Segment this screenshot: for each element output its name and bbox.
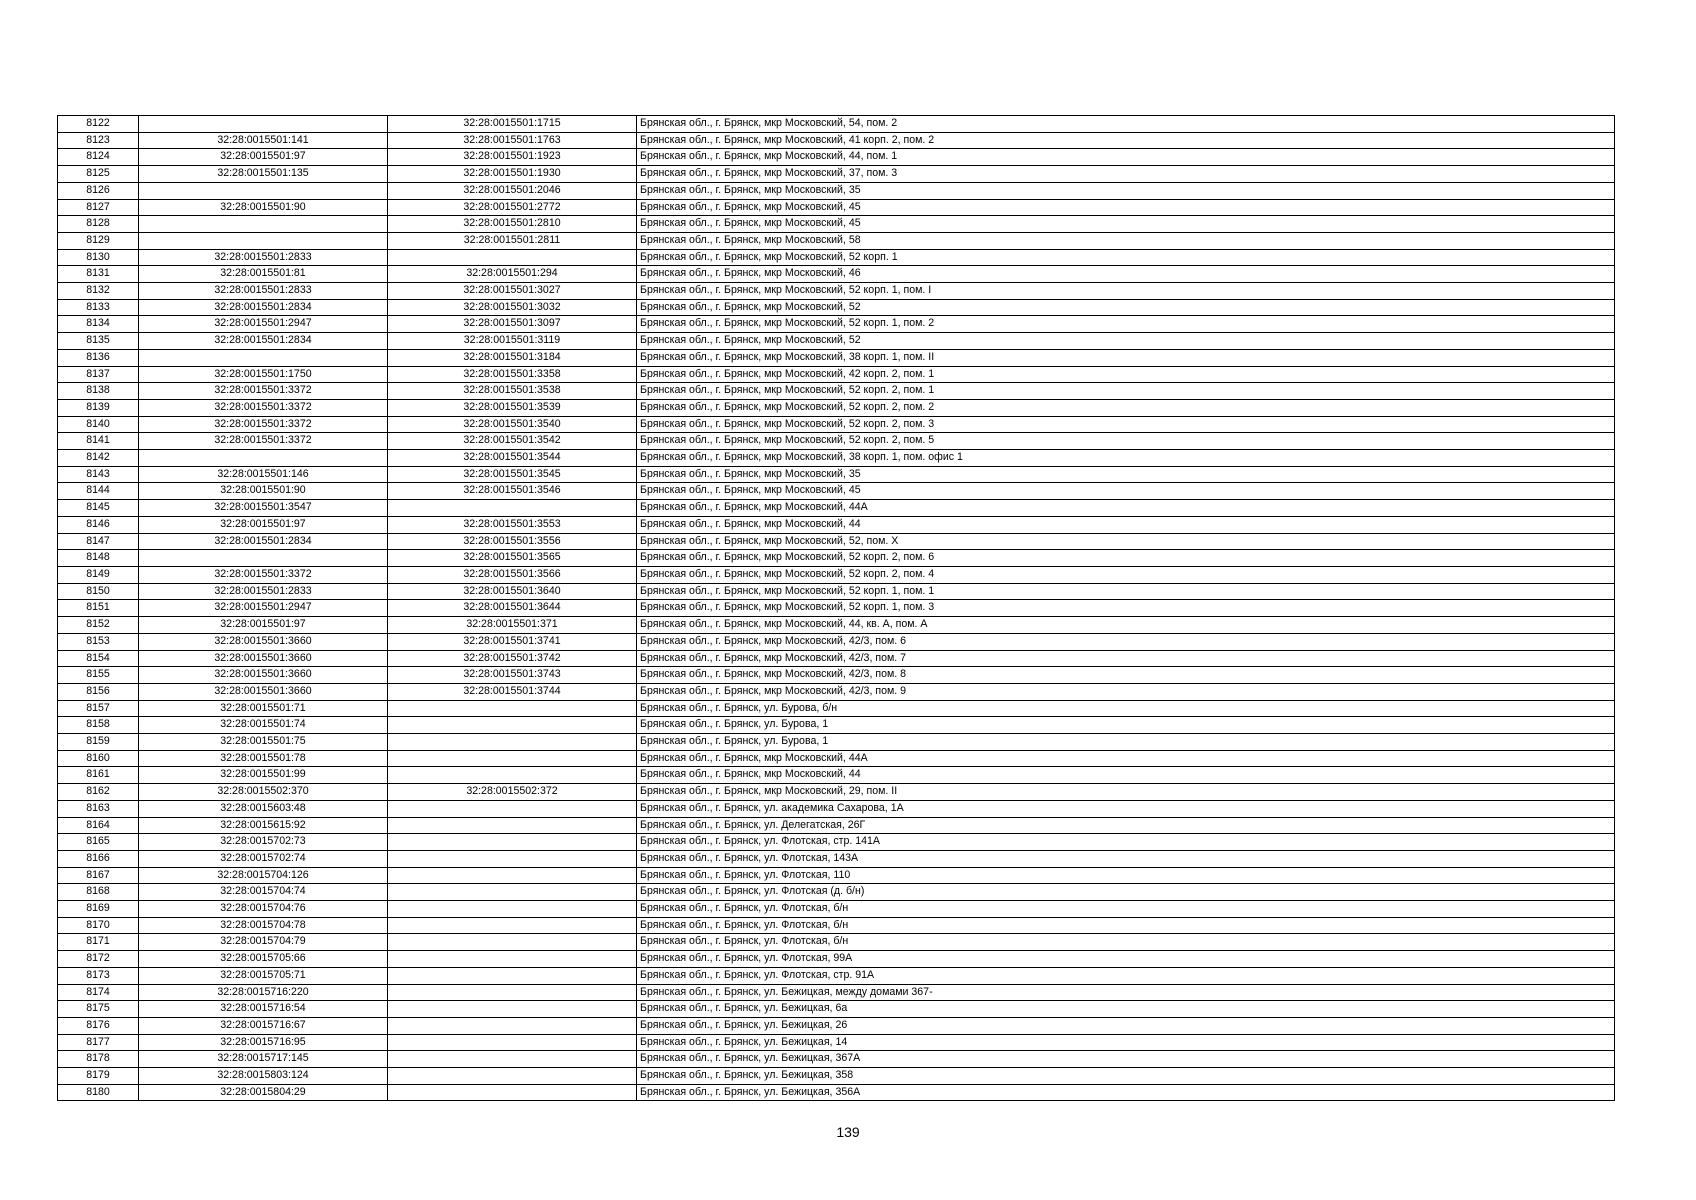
table-row [58, 1017, 1615, 1034]
registry-table-body [58, 116, 1615, 1101]
row-number-cell: 8176 [58, 1017, 139, 1034]
parent-cadastral-number-cell: 32:28:0015501:2833 [139, 283, 388, 300]
row-number-cell: 8179 [58, 1068, 139, 1085]
table-row [58, 617, 1615, 634]
table-row [58, 984, 1615, 1001]
row-number-cell: 8177 [58, 1034, 139, 1051]
table-row [58, 1068, 1615, 1085]
parent-cadastral-number-cell: 32:28:0015704:79 [139, 934, 388, 951]
object-cadastral-number-cell [388, 901, 637, 918]
table-row [58, 1051, 1615, 1068]
object-cadastral-number-cell [388, 750, 637, 767]
parent-cadastral-number-cell: 32:28:0015501:135 [139, 166, 388, 183]
object-cadastral-number-cell: 32:28:0015501:3032 [388, 299, 637, 316]
row-number-cell: 8138 [58, 383, 139, 400]
table-row [58, 1084, 1615, 1101]
address-cell: Брянская обл., г. Брянск, мкр Московский, 44 [637, 516, 1615, 533]
row-number-cell: 8175 [58, 1001, 139, 1018]
table-row [58, 633, 1615, 650]
address-cell: Брянская обл., г. Брянск, ул. Флотская, б/н [637, 917, 1615, 934]
object-cadastral-number-cell [388, 700, 637, 717]
parent-cadastral-number-cell: 32:28:0015501:3660 [139, 650, 388, 667]
object-cadastral-number-cell [388, 817, 637, 834]
address-cell: Брянская обл., г. Брянск, ул. Бежицкая, 356А [637, 1084, 1615, 1101]
table-row [58, 349, 1615, 366]
address-cell: Брянская обл., г. Брянск, мкр Московский, 42/3, пом. 9 [637, 683, 1615, 700]
address-cell: Брянская обл., г. Брянск, мкр Московский, 42/3, пом. 6 [637, 633, 1615, 650]
address-cell: Брянская обл., г. Брянск, мкр Московский, 35 [637, 182, 1615, 199]
parent-cadastral-number-cell: 32:28:0015501:75 [139, 734, 388, 751]
address-cell: Брянская обл., г. Брянск, ул. Бурова, б/н [637, 700, 1615, 717]
address-cell: Брянская обл., г. Брянск, мкр Московский, 35 [637, 466, 1615, 483]
object-cadastral-number-cell: 32:28:0015501:3744 [388, 683, 637, 700]
row-number-cell: 8132 [58, 283, 139, 300]
row-number-cell: 8173 [58, 967, 139, 984]
object-cadastral-number-cell: 32:28:0015501:2811 [388, 232, 637, 249]
row-number-cell: 8141 [58, 433, 139, 450]
row-number-cell: 8164 [58, 817, 139, 834]
parent-cadastral-number-cell [139, 550, 388, 567]
address-cell: Брянская обл., г. Брянск, ул. Флотская, 110 [637, 867, 1615, 884]
table-row [58, 800, 1615, 817]
row-number-cell: 8135 [58, 333, 139, 350]
parent-cadastral-number-cell: 32:28:0015501:3660 [139, 633, 388, 650]
row-number-cell: 8153 [58, 633, 139, 650]
parent-cadastral-number-cell: 32:28:0015704:78 [139, 917, 388, 934]
address-cell: Брянская обл., г. Брянск, мкр Московский, 41 корп. 2, пом. 2 [637, 132, 1615, 149]
registry-table [57, 115, 1615, 1101]
parent-cadastral-number-cell: 32:28:0015716:54 [139, 1001, 388, 1018]
parent-cadastral-number-cell: 32:28:0015501:97 [139, 149, 388, 166]
address-cell: Брянская обл., г. Брянск, ул. Бежицкая, 14 [637, 1034, 1615, 1051]
parent-cadastral-number-cell: 32:28:0015501:97 [139, 516, 388, 533]
object-cadastral-number-cell: 32:28:0015501:3027 [388, 283, 637, 300]
table-row [58, 283, 1615, 300]
address-cell: Брянская обл., г. Брянск, мкр Московский, 44, кв. А, пом. А [637, 617, 1615, 634]
object-cadastral-number-cell [388, 867, 637, 884]
table-row [58, 566, 1615, 583]
address-cell: Брянская обл., г. Брянск, ул. Бежицкая, 26 [637, 1017, 1615, 1034]
row-number-cell: 8131 [58, 266, 139, 283]
address-cell: Брянская обл., г. Брянск, мкр Московский, 52 [637, 299, 1615, 316]
object-cadastral-number-cell: 32:28:0015501:3540 [388, 416, 637, 433]
parent-cadastral-number-cell: 32:28:0015501:2833 [139, 583, 388, 600]
object-cadastral-number-cell [388, 767, 637, 784]
table-row [58, 550, 1615, 567]
page-number: 139 [836, 1124, 860, 1140]
row-number-cell: 8156 [58, 683, 139, 700]
address-cell: Брянская обл., г. Брянск, мкр Московский, 52 корп. 2, пом. 3 [637, 416, 1615, 433]
object-cadastral-number-cell: 32:28:0015501:1923 [388, 149, 637, 166]
table-row [58, 850, 1615, 867]
address-cell: Брянская обл., г. Брянск, мкр Московский, 45 [637, 216, 1615, 233]
row-number-cell: 8148 [58, 550, 139, 567]
parent-cadastral-number-cell: 32:28:0015501:81 [139, 266, 388, 283]
row-number-cell: 8139 [58, 399, 139, 416]
table-row [58, 934, 1615, 951]
object-cadastral-number-cell [388, 967, 637, 984]
parent-cadastral-number-cell [139, 182, 388, 199]
object-cadastral-number-cell: 32:28:0015501:1763 [388, 132, 637, 149]
parent-cadastral-number-cell: 32:28:0015501:3660 [139, 683, 388, 700]
address-cell: Брянская обл., г. Брянск, ул. Флотская, б/н [637, 901, 1615, 918]
table-row [58, 834, 1615, 851]
parent-cadastral-number-cell: 32:28:0015804:29 [139, 1084, 388, 1101]
address-cell: Брянская обл., г. Брянск, мкр Московский, 45 [637, 483, 1615, 500]
parent-cadastral-number-cell [139, 216, 388, 233]
address-cell: Брянская обл., г. Брянск, мкр Московский, 52 [637, 333, 1615, 350]
row-number-cell: 8126 [58, 182, 139, 199]
object-cadastral-number-cell [388, 249, 637, 266]
table-row [58, 516, 1615, 533]
address-cell: Брянская обл., г. Брянск, мкр Московский, 37, пом. 3 [637, 166, 1615, 183]
table-row [58, 399, 1615, 416]
parent-cadastral-number-cell: 32:28:0015502:370 [139, 784, 388, 801]
table-row [58, 650, 1615, 667]
parent-cadastral-number-cell [139, 116, 388, 133]
address-cell: Брянская обл., г. Брянск, мкр Московский, 45 [637, 199, 1615, 216]
object-cadastral-number-cell [388, 917, 637, 934]
address-cell: Брянская обл., г. Брянск, ул. Делегатская, 26Г [637, 817, 1615, 834]
object-cadastral-number-cell [388, 1084, 637, 1101]
object-cadastral-number-cell: 32:28:0015502:372 [388, 784, 637, 801]
address-cell: Брянская обл., г. Брянск, мкр Московский, 52 корп. 1, пом. 1 [637, 583, 1615, 600]
object-cadastral-number-cell [388, 500, 637, 517]
address-cell: Брянская обл., г. Брянск, мкр Московский, 52 корп. 2, пом. 6 [637, 550, 1615, 567]
object-cadastral-number-cell [388, 800, 637, 817]
row-number-cell: 8178 [58, 1051, 139, 1068]
object-cadastral-number-cell: 32:28:0015501:3566 [388, 566, 637, 583]
parent-cadastral-number-cell: 32:28:0015803:124 [139, 1068, 388, 1085]
object-cadastral-number-cell: 32:28:0015501:3565 [388, 550, 637, 567]
object-cadastral-number-cell [388, 834, 637, 851]
parent-cadastral-number-cell: 32:28:0015501:3372 [139, 433, 388, 450]
address-cell: Брянская обл., г. Брянск, мкр Московский, 52 корп. 1, пом. I [637, 283, 1615, 300]
object-cadastral-number-cell [388, 1034, 637, 1051]
object-cadastral-number-cell: 32:28:0015501:3644 [388, 600, 637, 617]
table-row [58, 232, 1615, 249]
object-cadastral-number-cell: 32:28:0015501:3741 [388, 633, 637, 650]
parent-cadastral-number-cell: 32:28:0015716:220 [139, 984, 388, 1001]
address-cell: Брянская обл., г. Брянск, мкр Московский, 29, пом. II [637, 784, 1615, 801]
parent-cadastral-number-cell: 32:28:0015702:74 [139, 850, 388, 867]
object-cadastral-number-cell [388, 734, 637, 751]
object-cadastral-number-cell [388, 1017, 637, 1034]
parent-cadastral-number-cell: 32:28:0015704:76 [139, 901, 388, 918]
address-cell: Брянская обл., г. Брянск, мкр Московский, 44А [637, 500, 1615, 517]
table-row [58, 216, 1615, 233]
parent-cadastral-number-cell: 32:28:0015501:141 [139, 132, 388, 149]
table-row [58, 817, 1615, 834]
parent-cadastral-number-cell: 32:28:0015501:2834 [139, 333, 388, 350]
parent-cadastral-number-cell: 32:28:0015501:3372 [139, 399, 388, 416]
parent-cadastral-number-cell [139, 349, 388, 366]
parent-cadastral-number-cell: 32:28:0015704:74 [139, 884, 388, 901]
table-row [58, 116, 1615, 133]
row-number-cell: 8157 [58, 700, 139, 717]
address-cell: Брянская обл., г. Брянск, ул. Флотская, стр. 91А [637, 967, 1615, 984]
row-number-cell: 8127 [58, 199, 139, 216]
parent-cadastral-number-cell: 32:28:0015704:126 [139, 867, 388, 884]
parent-cadastral-number-cell: 32:28:0015501:90 [139, 199, 388, 216]
row-number-cell: 8160 [58, 750, 139, 767]
parent-cadastral-number-cell: 32:28:0015501:1750 [139, 366, 388, 383]
address-cell: Брянская обл., г. Брянск, ул. Бежицкая, 6а [637, 1001, 1615, 1018]
parent-cadastral-number-cell: 32:28:0015501:3372 [139, 416, 388, 433]
row-number-cell: 8159 [58, 734, 139, 751]
address-cell: Брянская обл., г. Брянск, мкр Московский, 44, пом. 1 [637, 149, 1615, 166]
object-cadastral-number-cell [388, 951, 637, 968]
address-cell: Брянская обл., г. Брянск, мкр Московский, 44 [637, 767, 1615, 784]
address-cell: Брянская обл., г. Брянск, мкр Московский, 44А [637, 750, 1615, 767]
object-cadastral-number-cell [388, 1001, 637, 1018]
parent-cadastral-number-cell [139, 232, 388, 249]
parent-cadastral-number-cell: 32:28:0015501:97 [139, 617, 388, 634]
table-row [58, 734, 1615, 751]
table-row [58, 199, 1615, 216]
row-number-cell: 8129 [58, 232, 139, 249]
object-cadastral-number-cell: 32:28:0015501:3742 [388, 650, 637, 667]
address-cell: Брянская обл., г. Брянск, ул. Бурова, 1 [637, 734, 1615, 751]
parent-cadastral-number-cell: 32:28:0015716:67 [139, 1017, 388, 1034]
row-number-cell: 8166 [58, 850, 139, 867]
address-cell: Брянская обл., г. Брянск, мкр Московский, 52 корп. 1, пом. 3 [637, 600, 1615, 617]
table-row [58, 884, 1615, 901]
parent-cadastral-number-cell: 32:28:0015603:48 [139, 800, 388, 817]
row-number-cell: 8161 [58, 767, 139, 784]
row-number-cell: 8124 [58, 149, 139, 166]
table-row [58, 416, 1615, 433]
address-cell: Брянская обл., г. Брянск, мкр Московский, 52 корп. 1 [637, 249, 1615, 266]
row-number-cell: 8167 [58, 867, 139, 884]
object-cadastral-number-cell [388, 1068, 637, 1085]
address-cell: Брянская обл., г. Брянск, ул. академика Сахарова, 1А [637, 800, 1615, 817]
row-number-cell: 8133 [58, 299, 139, 316]
row-number-cell: 8144 [58, 483, 139, 500]
table-row [58, 1034, 1615, 1051]
row-number-cell: 8168 [58, 884, 139, 901]
table-row [58, 182, 1615, 199]
parent-cadastral-number-cell: 32:28:0015501:3660 [139, 667, 388, 684]
object-cadastral-number-cell: 32:28:0015501:294 [388, 266, 637, 283]
row-number-cell: 8142 [58, 450, 139, 467]
row-number-cell: 8155 [58, 667, 139, 684]
row-number-cell: 8163 [58, 800, 139, 817]
row-number-cell: 8162 [58, 784, 139, 801]
table-row [58, 600, 1615, 617]
parent-cadastral-number-cell: 32:28:0015716:95 [139, 1034, 388, 1051]
row-number-cell: 8151 [58, 600, 139, 617]
row-number-cell: 8136 [58, 349, 139, 366]
object-cadastral-number-cell: 32:28:0015501:3542 [388, 433, 637, 450]
table-row [58, 767, 1615, 784]
address-cell: Брянская обл., г. Брянск, ул. Флотская, б/н [637, 934, 1615, 951]
address-cell: Брянская обл., г. Брянск, ул. Флотская, 99А [637, 951, 1615, 968]
object-cadastral-number-cell: 32:28:0015501:2810 [388, 216, 637, 233]
parent-cadastral-number-cell: 32:28:0015501:74 [139, 717, 388, 734]
parent-cadastral-number-cell: 32:28:0015705:71 [139, 967, 388, 984]
row-number-cell: 8146 [58, 516, 139, 533]
object-cadastral-number-cell: 32:28:0015501:3640 [388, 583, 637, 600]
table-row [58, 132, 1615, 149]
row-number-cell: 8149 [58, 566, 139, 583]
object-cadastral-number-cell: 32:28:0015501:3556 [388, 533, 637, 550]
table-row [58, 583, 1615, 600]
object-cadastral-number-cell [388, 1051, 637, 1068]
address-cell: Брянская обл., г. Брянск, ул. Флотская (д. б/н) [637, 884, 1615, 901]
parent-cadastral-number-cell: 32:28:0015501:3372 [139, 383, 388, 400]
table-row [58, 266, 1615, 283]
address-cell: Брянская обл., г. Брянск, ул. Флотская, 143А [637, 850, 1615, 867]
table-row [58, 667, 1615, 684]
address-cell: Брянская обл., г. Брянск, мкр Московский, 52 корп. 2, пом. 5 [637, 433, 1615, 450]
object-cadastral-number-cell [388, 984, 637, 1001]
parent-cadastral-number-cell: 32:28:0015501:3372 [139, 566, 388, 583]
table-row [58, 533, 1615, 550]
object-cadastral-number-cell [388, 850, 637, 867]
table-row [58, 483, 1615, 500]
object-cadastral-number-cell: 32:28:0015501:3546 [388, 483, 637, 500]
table-row [58, 1001, 1615, 1018]
parent-cadastral-number-cell: 32:28:0015501:2947 [139, 600, 388, 617]
row-number-cell: 8147 [58, 533, 139, 550]
address-cell: Брянская обл., г. Брянск, мкр Московский, 46 [637, 266, 1615, 283]
address-cell: Брянская обл., г. Брянск, мкр Московский, 38 корп. 1, пом. офис 1 [637, 450, 1615, 467]
address-cell: Брянская обл., г. Брянск, ул. Бежицкая, между домами 367- [637, 984, 1615, 1001]
object-cadastral-number-cell: 32:28:0015501:2772 [388, 199, 637, 216]
table-row [58, 433, 1615, 450]
row-number-cell: 8172 [58, 951, 139, 968]
table-row [58, 466, 1615, 483]
row-number-cell: 8130 [58, 249, 139, 266]
object-cadastral-number-cell: 32:28:0015501:3119 [388, 333, 637, 350]
address-cell: Брянская обл., г. Брянск, мкр Московский, 38 корп. 1, пом. II [637, 349, 1615, 366]
row-number-cell: 8154 [58, 650, 139, 667]
row-number-cell: 8125 [58, 166, 139, 183]
table-row [58, 333, 1615, 350]
row-number-cell: 8123 [58, 132, 139, 149]
table-row [58, 316, 1615, 333]
row-number-cell: 8134 [58, 316, 139, 333]
object-cadastral-number-cell [388, 934, 637, 951]
parent-cadastral-number-cell: 32:28:0015501:2834 [139, 533, 388, 550]
table-row [58, 917, 1615, 934]
address-cell: Брянская обл., г. Брянск, ул. Бежицкая, 367А [637, 1051, 1615, 1068]
address-cell: Брянская обл., г. Брянск, мкр Московский, 42/3, пом. 7 [637, 650, 1615, 667]
address-cell: Брянская обл., г. Брянск, мкр Московский, 42 корп. 2, пом. 1 [637, 366, 1615, 383]
object-cadastral-number-cell: 32:28:0015501:3097 [388, 316, 637, 333]
row-number-cell: 8171 [58, 934, 139, 951]
parent-cadastral-number-cell: 32:28:0015501:2834 [139, 299, 388, 316]
object-cadastral-number-cell: 32:28:0015501:3544 [388, 450, 637, 467]
address-cell: Брянская обл., г. Брянск, мкр Московский, 52, пом. X [637, 533, 1615, 550]
row-number-cell: 8143 [58, 466, 139, 483]
parent-cadastral-number-cell: 32:28:0015717:145 [139, 1051, 388, 1068]
object-cadastral-number-cell: 32:28:0015501:3553 [388, 516, 637, 533]
table-row [58, 901, 1615, 918]
table-row [58, 700, 1615, 717]
table-row [58, 750, 1615, 767]
object-cadastral-number-cell: 32:28:0015501:3545 [388, 466, 637, 483]
parent-cadastral-number-cell [139, 450, 388, 467]
table-row [58, 784, 1615, 801]
table-row [58, 383, 1615, 400]
object-cadastral-number-cell: 32:28:0015501:3184 [388, 349, 637, 366]
row-number-cell: 8140 [58, 416, 139, 433]
table-row [58, 683, 1615, 700]
parent-cadastral-number-cell: 32:28:0015501:146 [139, 466, 388, 483]
object-cadastral-number-cell: 32:28:0015501:2046 [388, 182, 637, 199]
parent-cadastral-number-cell: 32:28:0015501:78 [139, 750, 388, 767]
row-number-cell: 8145 [58, 500, 139, 517]
table-row [58, 249, 1615, 266]
object-cadastral-number-cell [388, 717, 637, 734]
object-cadastral-number-cell [388, 884, 637, 901]
address-cell: Брянская обл., г. Брянск, ул. Бежицкая, 358 [637, 1068, 1615, 1085]
row-number-cell: 8180 [58, 1084, 139, 1101]
table-row [58, 450, 1615, 467]
address-cell: Брянская обл., г. Брянск, ул. Бурова, 1 [637, 717, 1615, 734]
row-number-cell: 8137 [58, 366, 139, 383]
table-row [58, 867, 1615, 884]
parent-cadastral-number-cell: 32:28:0015702:73 [139, 834, 388, 851]
address-cell: Брянская обл., г. Брянск, мкр Московский, 54, пом. 2 [637, 116, 1615, 133]
parent-cadastral-number-cell: 32:28:0015501:2833 [139, 249, 388, 266]
row-number-cell: 8122 [58, 116, 139, 133]
address-cell: Брянская обл., г. Брянск, мкр Московский, 52 корп. 2, пом. 2 [637, 399, 1615, 416]
row-number-cell: 8170 [58, 917, 139, 934]
object-cadastral-number-cell: 32:28:0015501:1930 [388, 166, 637, 183]
address-cell: Брянская обл., г. Брянск, мкр Московский, 52 корп. 1, пом. 2 [637, 316, 1615, 333]
table-row [58, 299, 1615, 316]
object-cadastral-number-cell: 32:28:0015501:3743 [388, 667, 637, 684]
address-cell: Брянская обл., г. Брянск, мкр Московский, 42/3, пом. 8 [637, 667, 1615, 684]
table-row [58, 951, 1615, 968]
parent-cadastral-number-cell: 32:28:0015501:90 [139, 483, 388, 500]
parent-cadastral-number-cell: 32:28:0015501:2947 [139, 316, 388, 333]
address-cell: Брянская обл., г. Брянск, мкр Московский, 58 [637, 232, 1615, 249]
row-number-cell: 8128 [58, 216, 139, 233]
object-cadastral-number-cell: 32:28:0015501:3539 [388, 399, 637, 416]
table-row [58, 500, 1615, 517]
parent-cadastral-number-cell: 32:28:0015615:92 [139, 817, 388, 834]
row-number-cell: 8152 [58, 617, 139, 634]
row-number-cell: 8165 [58, 834, 139, 851]
parent-cadastral-number-cell: 32:28:0015501:3547 [139, 500, 388, 517]
parent-cadastral-number-cell: 32:28:0015501:71 [139, 700, 388, 717]
table-row [58, 366, 1615, 383]
address-cell: Брянская обл., г. Брянск, мкр Московский, 52 корп. 2, пом. 4 [637, 566, 1615, 583]
parent-cadastral-number-cell: 32:28:0015705:66 [139, 951, 388, 968]
row-number-cell: 8150 [58, 583, 139, 600]
address-cell: Брянская обл., г. Брянск, мкр Московский, 52 корп. 2, пом. 1 [637, 383, 1615, 400]
parent-cadastral-number-cell: 32:28:0015501:99 [139, 767, 388, 784]
table-row [58, 967, 1615, 984]
row-number-cell: 8158 [58, 717, 139, 734]
object-cadastral-number-cell: 32:28:0015501:1715 [388, 116, 637, 133]
object-cadastral-number-cell: 32:28:0015501:371 [388, 617, 637, 634]
table-row [58, 149, 1615, 166]
table-row [58, 717, 1615, 734]
address-cell: Брянская обл., г. Брянск, ул. Флотская, стр. 141А [637, 834, 1615, 851]
table-row [58, 166, 1615, 183]
object-cadastral-number-cell: 32:28:0015501:3538 [388, 383, 637, 400]
object-cadastral-number-cell: 32:28:0015501:3358 [388, 366, 637, 383]
row-number-cell: 8169 [58, 901, 139, 918]
row-number-cell: 8174 [58, 984, 139, 1001]
